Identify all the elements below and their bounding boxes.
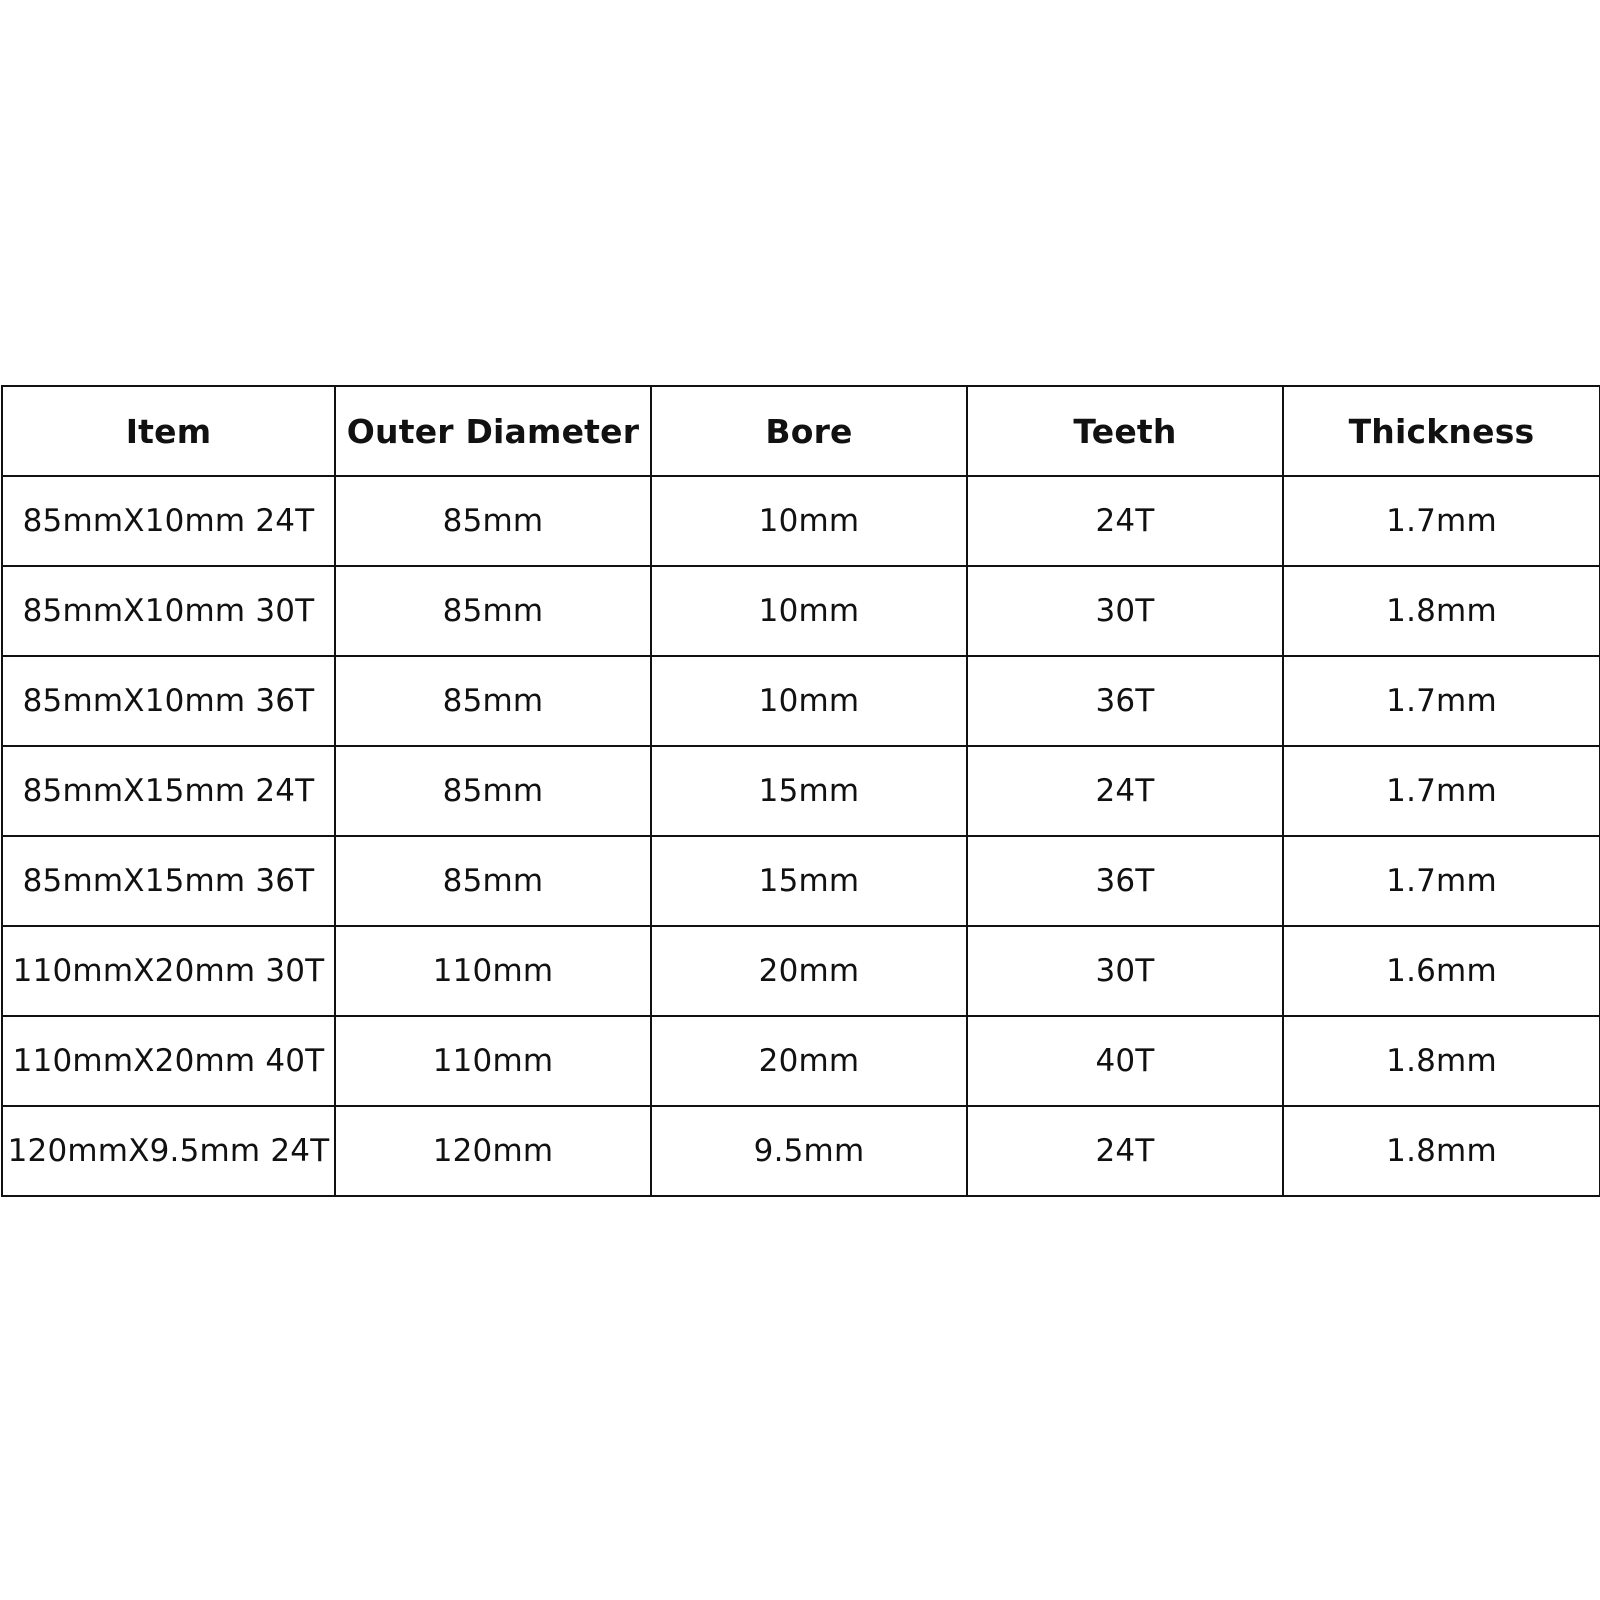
cell-outer-diameter: 120mm bbox=[335, 1106, 651, 1196]
table-row bbox=[2, 836, 1600, 926]
cell-outer-diameter: 85mm bbox=[335, 746, 651, 836]
table-row bbox=[2, 926, 1600, 1016]
cell-item: 85mmX10mm 24T bbox=[2, 476, 335, 566]
header-bore: Bore bbox=[651, 386, 967, 476]
header-item: Item bbox=[2, 386, 335, 476]
cell-thickness: 1.6mm bbox=[1283, 926, 1600, 1016]
cell-thickness: 1.7mm bbox=[1283, 836, 1600, 926]
cell-item: 85mmX15mm 36T bbox=[2, 836, 335, 926]
cell-outer-diameter: 85mm bbox=[335, 836, 651, 926]
table-row bbox=[2, 476, 1600, 566]
cell-thickness: 1.7mm bbox=[1283, 656, 1600, 746]
cell-item: 110mmX20mm 30T bbox=[2, 926, 335, 1016]
cell-teeth: 30T bbox=[967, 926, 1283, 1016]
header-thickness: Thickness bbox=[1283, 386, 1600, 476]
table-body bbox=[2, 476, 1600, 1196]
header-row bbox=[2, 386, 1600, 476]
cell-thickness: 1.7mm bbox=[1283, 746, 1600, 836]
cell-teeth: 36T bbox=[967, 656, 1283, 746]
cell-teeth: 24T bbox=[967, 1106, 1283, 1196]
cell-bore: 9.5mm bbox=[651, 1106, 967, 1196]
table-row bbox=[2, 656, 1600, 746]
cell-item: 85mmX15mm 24T bbox=[2, 746, 335, 836]
cell-thickness: 1.7mm bbox=[1283, 476, 1600, 566]
cell-bore: 10mm bbox=[651, 656, 967, 746]
cell-bore: 10mm bbox=[651, 476, 967, 566]
cell-bore: 10mm bbox=[651, 566, 967, 656]
cell-bore: 15mm bbox=[651, 746, 967, 836]
cell-teeth: 24T bbox=[967, 746, 1283, 836]
cell-teeth: 36T bbox=[967, 836, 1283, 926]
cell-outer-diameter: 85mm bbox=[335, 566, 651, 656]
table-row bbox=[2, 1016, 1600, 1106]
table-header bbox=[2, 386, 1600, 476]
cell-outer-diameter: 110mm bbox=[335, 926, 651, 1016]
cell-teeth: 30T bbox=[967, 566, 1283, 656]
cell-teeth: 40T bbox=[967, 1016, 1283, 1106]
cell-outer-diameter: 85mm bbox=[335, 656, 651, 746]
cell-bore: 15mm bbox=[651, 836, 967, 926]
spec-table bbox=[1, 385, 1600, 1197]
cell-outer-diameter: 85mm bbox=[335, 476, 651, 566]
table-row bbox=[2, 746, 1600, 836]
cell-item: 85mmX10mm 30T bbox=[2, 566, 335, 656]
table-row bbox=[2, 1106, 1600, 1196]
cell-outer-diameter: 110mm bbox=[335, 1016, 651, 1106]
cell-thickness: 1.8mm bbox=[1283, 1016, 1600, 1106]
cell-teeth: 24T bbox=[967, 476, 1283, 566]
cell-item: 85mmX10mm 36T bbox=[2, 656, 335, 746]
header-outer-diameter: Outer Diameter bbox=[335, 386, 651, 476]
cell-bore: 20mm bbox=[651, 1016, 967, 1106]
cell-thickness: 1.8mm bbox=[1283, 1106, 1600, 1196]
cell-item: 110mmX20mm 40T bbox=[2, 1016, 335, 1106]
header-teeth: Teeth bbox=[967, 386, 1283, 476]
cell-item: 120mmX9.5mm 24T bbox=[2, 1106, 335, 1196]
table-row bbox=[2, 566, 1600, 656]
cell-thickness: 1.8mm bbox=[1283, 566, 1600, 656]
cell-bore: 20mm bbox=[651, 926, 967, 1016]
